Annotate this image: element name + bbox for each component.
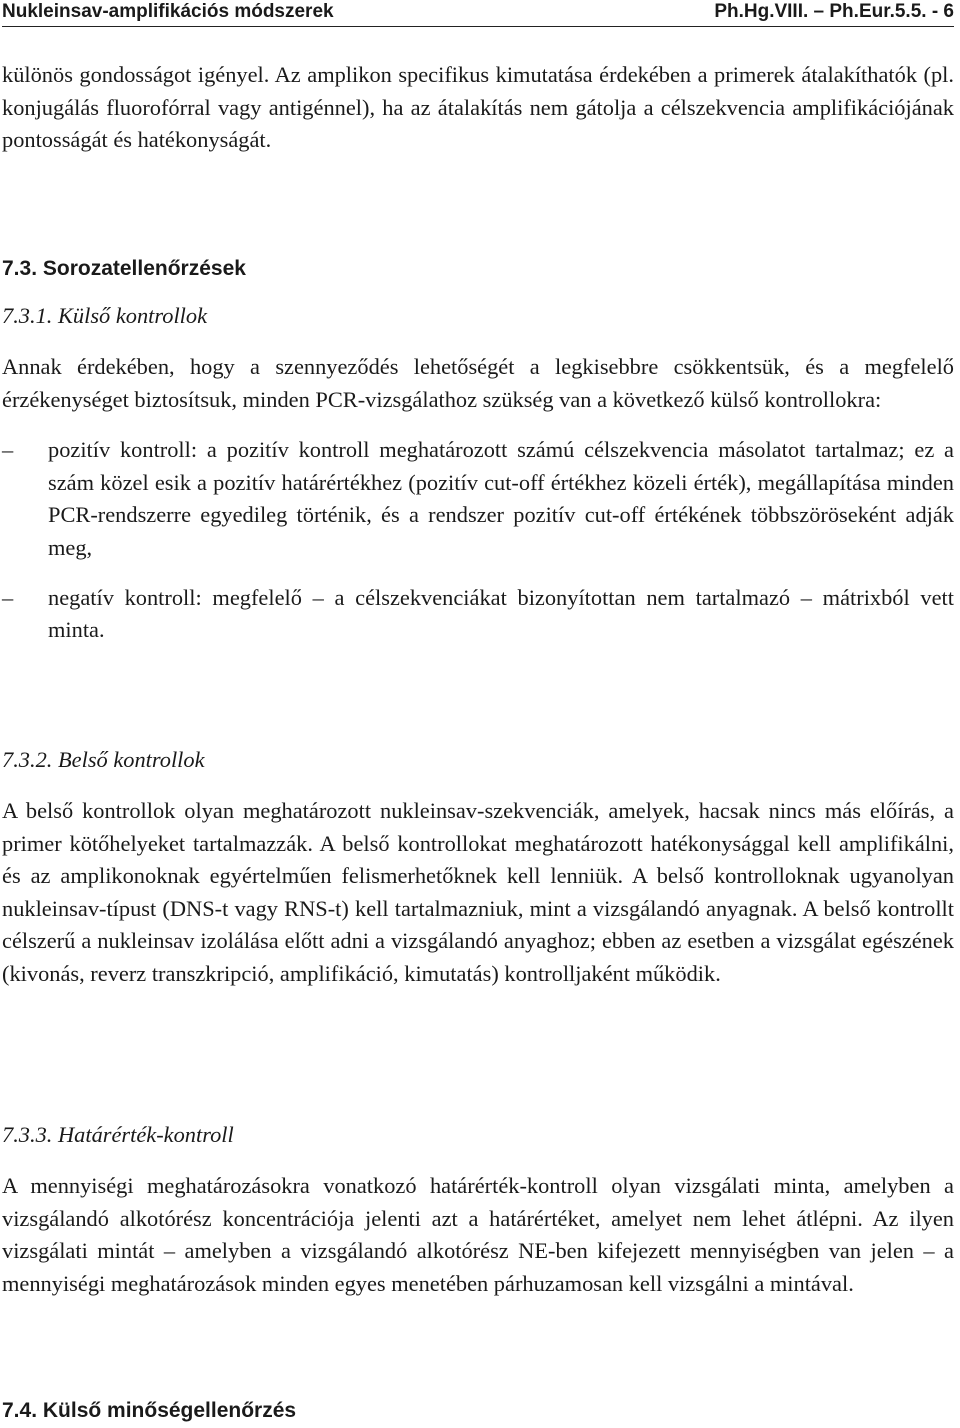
section-7-3-1	[2, 301, 954, 647]
section-7-3-2	[2, 745, 954, 991]
list-item	[2, 434, 954, 564]
section-7-3-1-paragraph: Annak érdekében, hogy a szennyeződés lehetőségét a legkisebbre csökkentsük, és a megfelelő érzékenységet biztosítsuk, minden PCR-vizsgálathoz szükség van a következő külső kontrollokra:	[2, 354, 954, 412]
document-page	[2, 0, 954, 1428]
header-reference: Ph.Hg.VIII. – Ph.Eur.5.5. - 6	[714, 1, 954, 22]
intro-paragraph: különös gondosságot igényel. Az amplikon specifikus kimutatása érdekében a primerek átalakíthatók (pl. konjugálás fluorofórral vagy antigénnel), ha az átalakítás nem gátolja a célszekvencia amplifikációjának pontosságát és hatékonyságát.	[2, 62, 954, 153]
subsection-heading-7-3-3: 7.3.3. Határérték-kontroll	[2, 1122, 234, 1147]
dash-marker: –	[2, 584, 14, 610]
section-7-3-3-paragraph: A mennyiségi meghatározásokra vonatkozó határérték-kontroll olyan vizsgálati minta, amelyben a vizsgálandó alkotórész koncentrációja jelenti azt a határértéket, amelyet nem lehet átlépni. Az ilyen vizsgálati mintát – amelyben a vizsgálandó alkotórész NE-ben kifejezett mennyiségben van jelen – a mennyiségi meghatározások minden egyes menetében párhuzamosan kell vizsgálni a mintával.	[2, 1173, 954, 1296]
external-controls-list	[2, 434, 954, 647]
section-7-3-3	[2, 1120, 954, 1300]
intro-block	[2, 59, 954, 157]
positive-control-text: pozitív kontroll: a pozitív kontroll meghatározott számú célszekvencia másolatot tartalmaz; ez a szám közel esik a pozitív határértékhez (pozitív cut-off értékhez közeli érték), megállapítása minden PCR-rendszerre egyedileg történik, és a rendszer pozitív cut-off értékének többszöröseként adják meg,	[48, 437, 954, 560]
section-heading-7-4: 7.4. Külső minőségellenőrzés	[2, 1399, 297, 1422]
section-7-3-2-paragraph: A belső kontrollok olyan meghatározott nukleinsav-szekvenciák, amelyek, hacsak nincs más előírás, a primer kötőhelyeket tartalmazzák. A belső kontrollokat meghatározott hatékonysággal kell amplifikálni, és az amplikonoknak egyértelműen felismerhetőknek kell lenniük. A belső kontrolloknak ugyanolyan nukleinsav-típust (DNS-t vagy RNS-t) kell tartalmazniuk, mint a vizsgálandó anyagnak. A belső kontrollt célszerű a nukleinsav izolálása előtt adni a vizsgálandó anyaghoz; ebben az esetben a vizsgálat egészének (kivonás, reverz transzkripció, amplifikáció, kimutatás) kontrolljaként működik.	[2, 798, 954, 986]
header-title: Nukleinsav-amplifikációs módszerek	[2, 1, 334, 22]
dash-marker: –	[2, 437, 14, 463]
subsection-heading-7-3-1: 7.3.1. Külső kontrollok	[2, 303, 208, 328]
negative-control-text: negatív kontroll: megfelelő – a célszekvenciákat bizonyítottan nem tartalmazó – mátrixból vett minta.	[48, 584, 954, 643]
running-header	[2, 0, 954, 27]
section-7-3	[2, 254, 954, 284]
subsection-heading-7-3-2: 7.3.2. Belső kontrollok	[2, 747, 205, 772]
section-heading-7-3: 7.3. Sorozatellenőrzések	[2, 257, 246, 280]
section-7-4	[2, 1396, 954, 1426]
list-item	[2, 582, 954, 647]
